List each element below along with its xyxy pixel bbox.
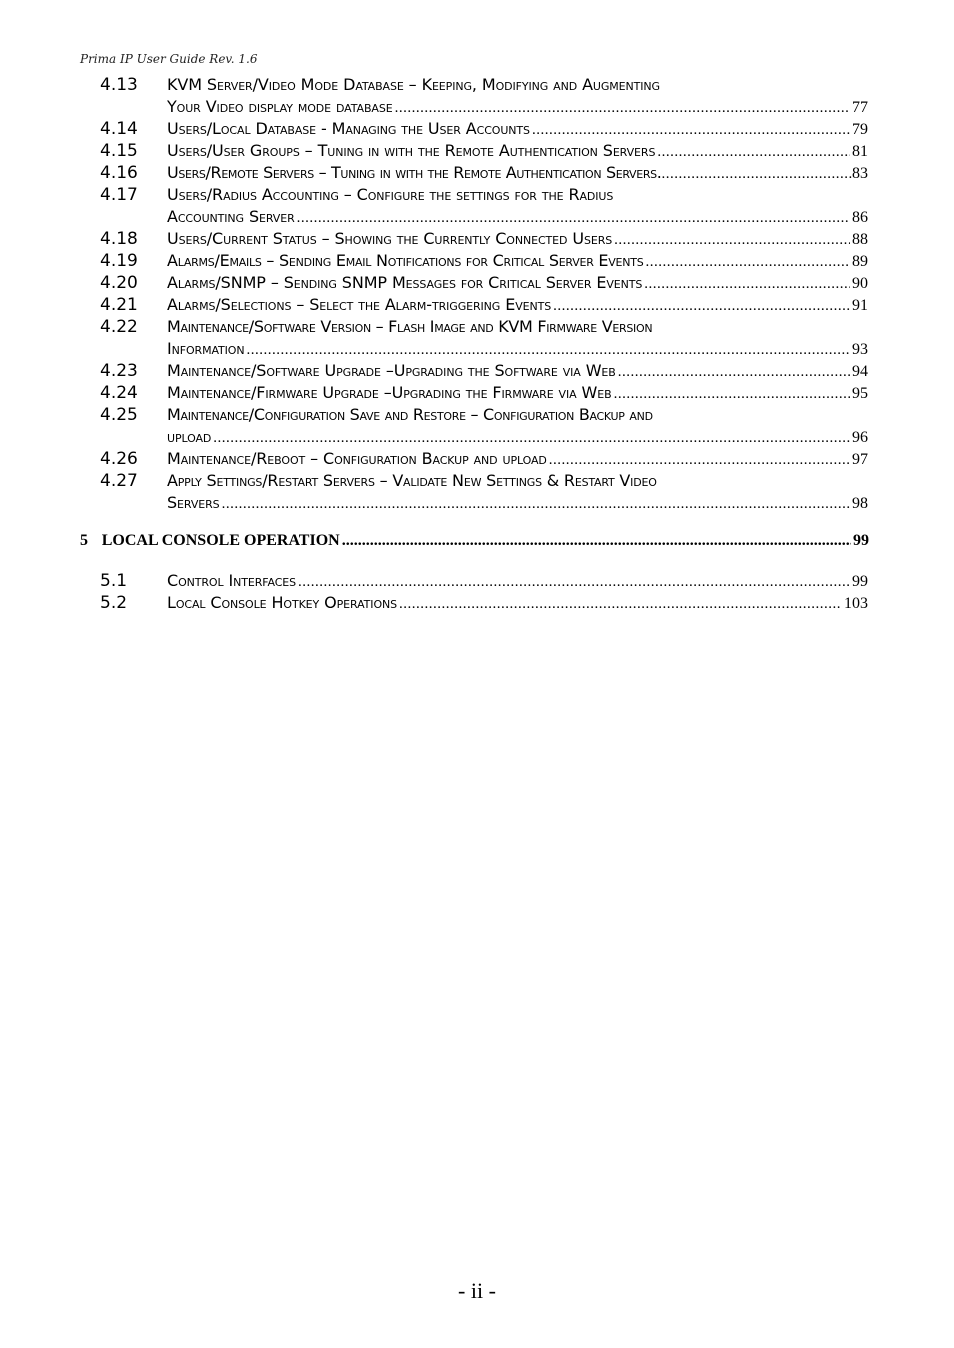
- toc-entry[interactable]: [0, 272, 954, 294]
- toc-entry-number: 4.16: [100, 163, 138, 183]
- toc-entry-title: Maintenance/Configuration Save and Restore – Configuration Backup and: [167, 405, 653, 424]
- toc-entry-title: Control Interfaces: [167, 571, 297, 590]
- leader-dots: [532, 122, 850, 139]
- leader-dots: [297, 210, 850, 227]
- toc-entry[interactable]: [0, 316, 954, 360]
- toc-entry[interactable]: [0, 592, 954, 614]
- toc-entry-title: Local Console Hotkey Operations: [167, 593, 398, 612]
- toc-entry-title: Users/Remote Servers – Tuning in with the Remote Authentication Servers.: [167, 163, 662, 182]
- toc-entry-title: Apply Settings/Restart Servers – Validate New Settings & Restart Video: [167, 471, 657, 490]
- toc-entry-title: Maintenance/Firmware Upgrade –Upgrading the Firmware via Web: [167, 383, 612, 402]
- toc-entry-title: Users/Current Status – Showing the Currently Connected Users: [167, 229, 613, 248]
- toc-entry-number: 4.26: [100, 449, 138, 469]
- leader-dots: [222, 496, 850, 513]
- leader-dots: [213, 430, 850, 447]
- toc-entry-page: 89: [852, 253, 868, 270]
- leader-dots: [395, 100, 850, 117]
- leader-dots: [553, 298, 850, 315]
- toc-entry-page: 93: [852, 341, 868, 358]
- toc-entry-page: 99: [852, 573, 868, 590]
- toc-entry-page: 91: [852, 297, 868, 314]
- toc-entry-page: 86: [852, 209, 868, 226]
- leader-dots: [399, 596, 842, 613]
- toc-entry-title-cont: upload: [167, 427, 212, 446]
- toc-entry-title-cont: Accounting Server: [167, 207, 295, 226]
- toc-entry-page: 77: [852, 99, 868, 116]
- toc-entry-title-cont: Your Video display mode database: [167, 97, 393, 116]
- toc-entry-number: 4.23: [100, 361, 138, 381]
- toc-entry-number: 4.20: [100, 273, 138, 293]
- toc-entry-page: 97: [852, 451, 868, 468]
- toc-entry-number: 4.17: [100, 185, 138, 205]
- toc-entry[interactable]: [0, 250, 954, 272]
- toc-chapter[interactable]: [0, 514, 954, 570]
- toc-entry[interactable]: [0, 404, 954, 448]
- toc-entry-page: 98: [852, 495, 868, 512]
- leader-dots: [614, 232, 850, 249]
- toc-entry-page: 96: [852, 429, 868, 446]
- leader-dots: [614, 386, 850, 403]
- table-of-contents: [0, 74, 954, 614]
- toc-entry-title: Users/Radius Accounting – Configure the settings for the Radius: [167, 185, 614, 204]
- toc-entry-title: Maintenance/Software Version – Flash Image and KVM Firmware Version: [167, 317, 653, 336]
- toc-entry[interactable]: [0, 360, 954, 382]
- toc-entry[interactable]: [0, 162, 954, 184]
- toc-entry-number: 4.21: [100, 295, 138, 315]
- toc-entry-title: Alarms/Selections – Select the Alarm-triggering Events: [167, 295, 552, 314]
- toc-entry-number: 4.19: [100, 251, 138, 271]
- toc-entry-number: 4.22: [100, 317, 138, 337]
- toc-entry-page: 90: [852, 275, 868, 292]
- toc-entry-title: KVM Server/Video Mode Database – Keeping, Modifying and Augmenting: [167, 75, 660, 94]
- toc-entry-page: 81: [852, 143, 868, 160]
- toc-entry-number: 4.13: [100, 75, 138, 95]
- leader-dots: [247, 342, 851, 359]
- leader-dots: [657, 144, 850, 161]
- toc-entry-number: 4.27: [100, 471, 138, 491]
- toc-entry-title: Alarms/SNMP – Sending SNMP Messages for Critical Server Events: [167, 273, 643, 292]
- toc-entry-number: 4.24: [100, 383, 138, 403]
- toc-entry-title: Maintenance/Reboot – Configuration Backup and upload: [167, 449, 547, 468]
- toc-entry-page: 79: [852, 121, 868, 138]
- leader-dots: [645, 254, 850, 271]
- toc-entry-title: Alarms/Emails – Sending Email Notifications for Critical Server Events: [167, 251, 644, 270]
- toc-entry-number: 5.1: [100, 571, 128, 591]
- toc-entry[interactable]: [0, 74, 954, 118]
- toc-entry-title: Users/User Groups – Tuning in with the Remote Authentication Servers: [167, 141, 656, 160]
- toc-entry[interactable]: [0, 118, 954, 140]
- toc-entry[interactable]: [0, 470, 954, 514]
- chapter-title: LOCAL CONSOLE OPERATION: [101, 532, 340, 549]
- leader-dots: [618, 364, 850, 381]
- toc-entry-page: 95: [852, 385, 868, 402]
- toc-entry-title: Users/Local Database - Managing the User Accounts: [167, 119, 530, 138]
- leader-dots: [549, 452, 850, 469]
- toc-entry-page: 103: [844, 595, 868, 612]
- running-header: Prima IP User Guide Rev. 1.6: [80, 52, 258, 66]
- toc-entry-number: 4.14: [100, 119, 138, 139]
- toc-entry[interactable]: [0, 140, 954, 162]
- toc-entry[interactable]: [0, 184, 954, 228]
- chapter-number: 5: [80, 532, 88, 549]
- toc-entry-page: 88: [852, 231, 868, 248]
- toc-entry[interactable]: [0, 294, 954, 316]
- toc-entry-title-cont: Servers: [167, 493, 220, 512]
- toc-entry-number: 4.15: [100, 141, 138, 161]
- toc-entry[interactable]: [0, 382, 954, 404]
- leader-dots: [644, 276, 850, 293]
- toc-entry[interactable]: [0, 570, 954, 592]
- leader-dots: [662, 166, 853, 183]
- toc-entry-page: 83: [852, 165, 868, 182]
- toc-entry-title: Maintenance/Software Upgrade –Upgrading the Software via Web: [167, 361, 616, 380]
- toc-entry-number: 4.25: [100, 405, 138, 425]
- leader-dots: [298, 574, 850, 591]
- toc-entry-title-cont: Information: [167, 339, 245, 358]
- toc-entry-number: 5.2: [100, 593, 128, 613]
- toc-entry-page: 94: [852, 363, 868, 380]
- leader-dots: [342, 530, 851, 552]
- toc-entry[interactable]: [0, 448, 954, 470]
- page-number: - ii -: [458, 1278, 496, 1303]
- toc-entry-number: 4.18: [100, 229, 138, 249]
- toc-entry[interactable]: [0, 228, 954, 250]
- chapter-page: 99: [853, 532, 869, 549]
